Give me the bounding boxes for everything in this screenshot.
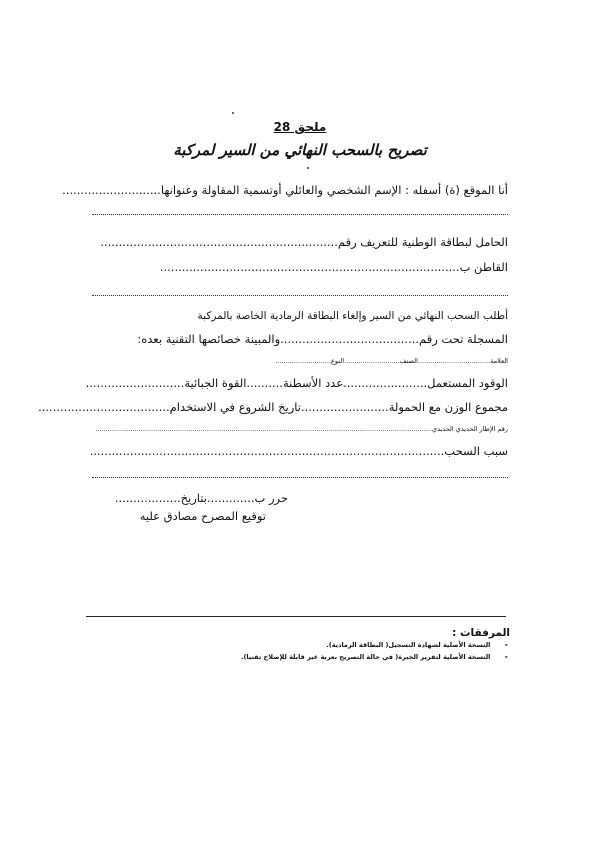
blank-line: [92, 214, 508, 215]
weight-date-line: مجموع الوزن مع الحمولة........................تاريخ الشروع في الاستخدام....................................: [38, 400, 508, 414]
address-line: القاطن ب..................................................................................: [159, 260, 508, 274]
signature-place-date: حرر ب.............بتاريخ..................: [114, 491, 288, 505]
scan-speck: [232, 112, 234, 114]
registration-number-line: المسجلة تحت رقم......................................والمبينة خصائصها التقنية بعده:: [137, 332, 508, 346]
withdrawal-reason-line: سبب السحب.................................................................................................: [89, 444, 508, 458]
fuel-cylinders-power-line: الوقود المستعمل.......................عدد الأسطنة..........القوة الجبائية...........................: [85, 376, 508, 390]
bullet: -: [504, 652, 508, 661]
annex-number: ملحق 28: [273, 120, 327, 134]
blank-line: [92, 477, 508, 478]
declarant-identity-line: أنا الموقع (ة) أسفله : الإسم الشخصي والعائلي أوتسمية المقاولة وعنوانها...........................: [62, 183, 508, 197]
chassis-number-line: رقم الإطار الحديدي الحديدي...................................................................................................................................................................: [95, 425, 508, 433]
divider: [86, 616, 506, 617]
blank-line: [92, 295, 508, 296]
attachment-item: [326, 640, 508, 649]
page-title: تصريح بالسحب النهائي من السير لمركبة: [173, 141, 427, 159]
national-id-line: الحامل لبطاقة الوطنية للتعريف رقم.................................................................: [100, 235, 508, 249]
attachment-text: النسخة الأصلية لتقرير الخبرة( في حالة التصريح بعربة غير قابلة للإصلاح تقنيا).: [240, 653, 491, 661]
vehicle-brand-type-line: العلامة...................................الصنف...........................النوع...........................: [275, 357, 508, 365]
withdrawal-request-line: أطلب السحب النهائي من السير وإلغاء البطاقة الرمادية الخاصة بالمركبة: [197, 310, 508, 322]
attachments-heading: المرفقات :: [452, 627, 510, 639]
signature-label: توقيع المصرح مصادق عليه: [139, 509, 266, 523]
bullet: -: [504, 640, 508, 649]
attachment-text: النسخة الأصلية لشهادة التسجيل( البطاقة الرمادية).: [326, 641, 491, 649]
attachment-item: [241, 652, 508, 661]
scan-speck: [307, 167, 309, 169]
